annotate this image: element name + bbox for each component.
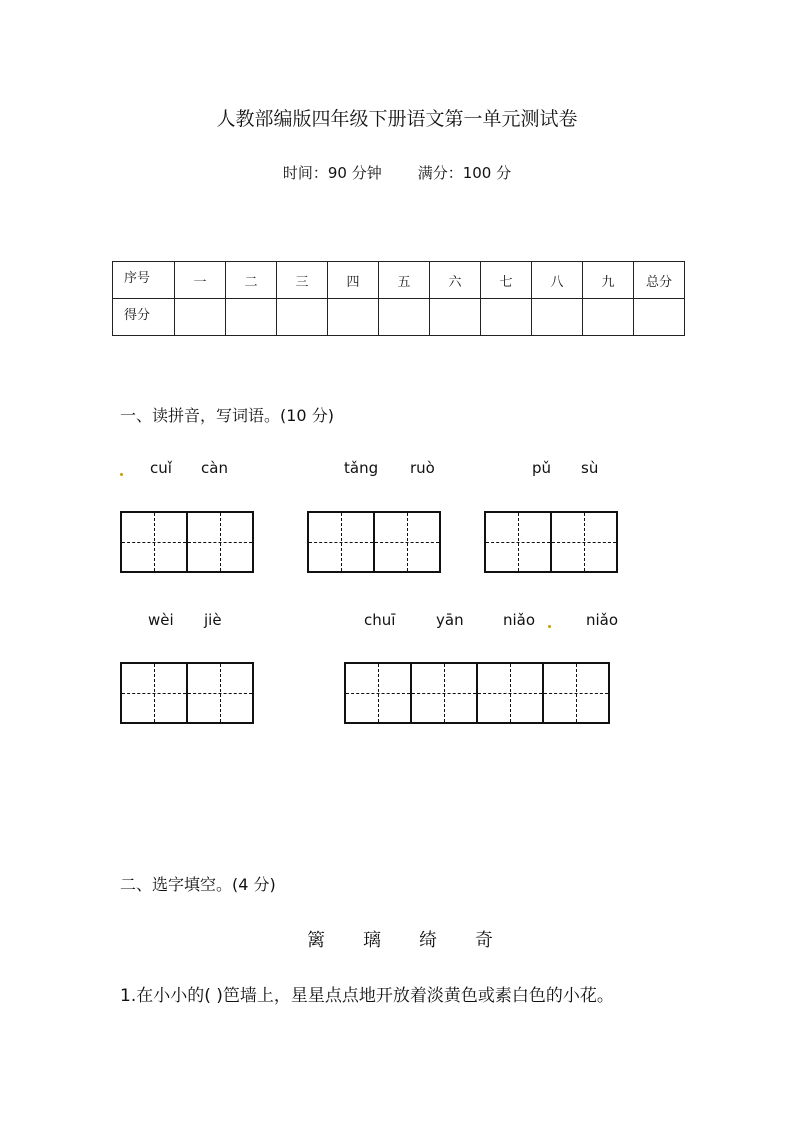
score-table — [112, 261, 685, 336]
score-header-cell: 四 — [328, 262, 379, 299]
score-input-cell[interactable] — [532, 299, 583, 336]
pinyin-label: yān — [436, 611, 464, 629]
writing-grid[interactable] — [120, 511, 254, 573]
question-1: 1.在小小的( )笆墙上，星星点点地开放着淡黄色或素白色的小花。 — [120, 986, 614, 1006]
score-input-cell[interactable] — [379, 299, 430, 336]
score-header-cell: 序号 — [113, 262, 175, 299]
score-header-cell: 九 — [583, 262, 634, 299]
section-1-heading: 一、读拼音，写词语。(10 分) — [120, 406, 334, 425]
choice-char: 奇 — [475, 930, 493, 951]
pinyin-label: càn — [201, 459, 228, 477]
pinyin-label: cuǐ — [150, 459, 172, 477]
choice-char: 绮 — [419, 930, 437, 951]
score-input-cell[interactable] — [583, 299, 634, 336]
pinyin-label: ruò — [410, 459, 435, 477]
exam-meta — [0, 162, 794, 183]
pinyin-label: pǔ — [532, 459, 552, 477]
writing-cell[interactable] — [120, 662, 188, 724]
writing-grid[interactable] — [344, 662, 610, 724]
score-table-header-row — [113, 262, 685, 299]
score-header-cell: 六 — [430, 262, 481, 299]
score-input-cell[interactable] — [430, 299, 481, 336]
pinyin-label: wèi — [148, 611, 174, 629]
page-title: 人教部编版四年级下册语文第一单元测试卷 — [216, 108, 578, 130]
score-input-cell[interactable] — [175, 299, 226, 336]
decorative-dot — [120, 473, 123, 476]
writing-cell[interactable] — [410, 662, 478, 724]
writing-cell[interactable] — [542, 662, 610, 724]
exam-time: 时间：90 分钟 — [282, 164, 382, 182]
decorative-dot — [548, 625, 551, 628]
pinyin-label: chuī — [364, 611, 396, 629]
score-header-cell: 八 — [532, 262, 583, 299]
score-header-cell: 五 — [379, 262, 430, 299]
choice-char: 璃 — [363, 930, 381, 951]
writing-cell[interactable] — [484, 511, 552, 573]
writing-cell[interactable] — [373, 511, 441, 573]
pinyin-label: niǎo — [586, 611, 619, 629]
score-input-cell[interactable] — [328, 299, 379, 336]
writing-cell[interactable] — [120, 511, 188, 573]
pinyin-label: tǎng — [344, 459, 379, 477]
score-input-cell[interactable] — [634, 299, 685, 336]
writing-cell[interactable] — [307, 511, 375, 573]
choice-char: 篱 — [307, 930, 325, 951]
writing-cell[interactable] — [344, 662, 412, 724]
pinyin-label: niǎo — [503, 611, 536, 629]
writing-grid[interactable] — [484, 511, 618, 573]
score-table-score-row — [113, 299, 685, 336]
score-header-cell: 三 — [277, 262, 328, 299]
score-header-cell: 七 — [481, 262, 532, 299]
writing-cell[interactable] — [476, 662, 544, 724]
pinyin-label: sù — [581, 459, 599, 477]
writing-cell[interactable] — [550, 511, 618, 573]
score-input-cell[interactable] — [277, 299, 328, 336]
score-row-label: 得分 — [113, 299, 175, 336]
score-input-cell[interactable] — [226, 299, 277, 336]
writing-cell[interactable] — [186, 511, 254, 573]
writing-grid[interactable] — [307, 511, 441, 573]
writing-cell[interactable] — [186, 662, 254, 724]
pinyin-label: jiè — [204, 611, 222, 629]
score-input-cell[interactable] — [481, 299, 532, 336]
writing-grid[interactable] — [120, 662, 254, 724]
score-header-cell: 一 — [175, 262, 226, 299]
exam-full-score: 满分：100 分 — [417, 164, 512, 182]
section-2-heading: 二、选字填空。(4 分) — [120, 875, 276, 894]
score-header-cell: 二 — [226, 262, 277, 299]
score-header-cell: 总分 — [634, 262, 685, 299]
